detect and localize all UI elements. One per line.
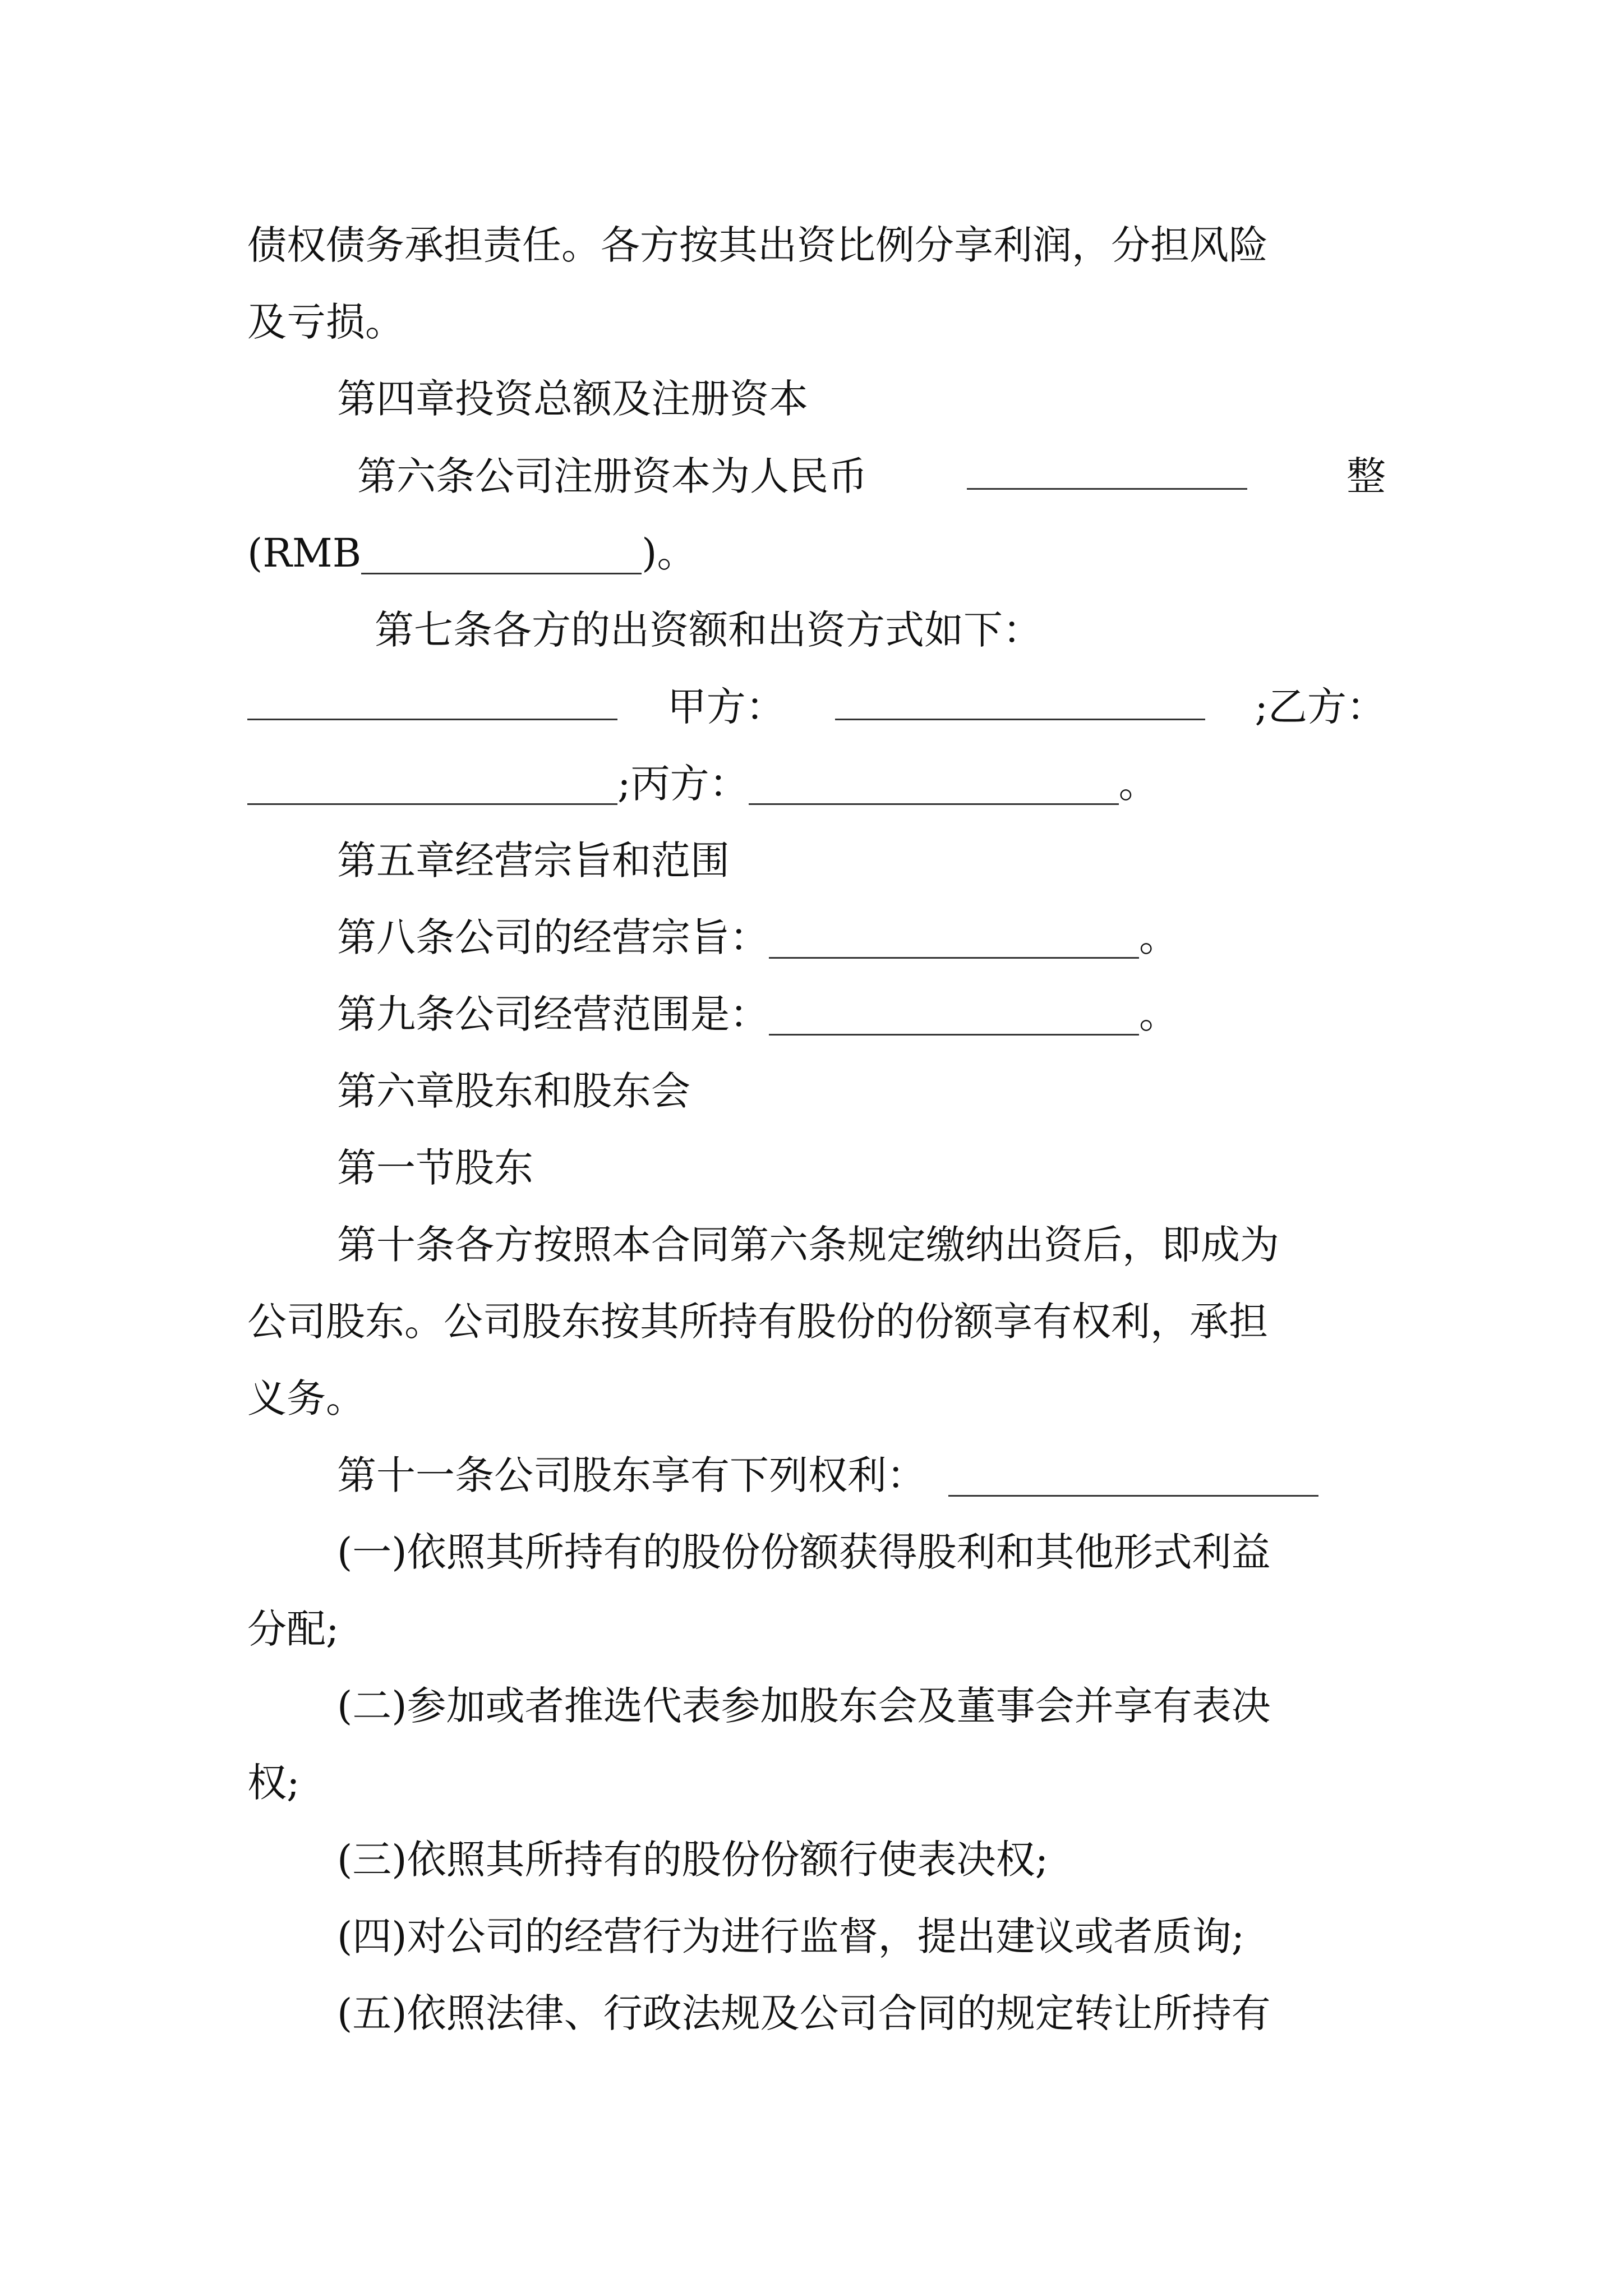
right-2-text-1: (二)参加或者推选代表参加股东会及董事会并享有表决 xyxy=(337,1683,1271,1729)
shareholder-rights-blank[interactable] xyxy=(948,1450,1318,1497)
article-11 xyxy=(337,1437,1386,1514)
rmb-suffix: )。 xyxy=(642,530,697,576)
registered-capital-blank[interactable] xyxy=(967,443,1247,490)
right-5 xyxy=(337,1975,1386,2052)
rmb-amount-blank[interactable] xyxy=(361,528,642,574)
text-line-2: 及亏损。 xyxy=(247,299,404,345)
party-a-blank[interactable] xyxy=(835,674,1205,720)
right-4 xyxy=(337,1898,1386,1975)
business-purpose-blank[interactable] xyxy=(769,912,1139,959)
article-7-end: 。 xyxy=(1118,761,1158,807)
right-2-line-1 xyxy=(337,1667,1386,1745)
article-6-suffix: 整 xyxy=(1347,453,1386,499)
article-9 xyxy=(337,976,1386,1053)
right-3 xyxy=(337,1821,1386,1898)
article-8 xyxy=(337,899,1386,976)
right-5-text: (五)依照法律、行政法规及公司合同的规定转让所持有 xyxy=(337,1990,1271,2036)
chapter-heading-6 xyxy=(337,1052,1386,1130)
chapter-5-title: 第五章经营宗旨和范围 xyxy=(337,838,730,884)
party-b-blank[interactable] xyxy=(247,758,617,805)
right-1-text-1: (一)依照其所持有的股份份额获得股利和其他形式利益 xyxy=(337,1529,1271,1575)
article-8-end: 。 xyxy=(1139,914,1178,960)
party-a-label: 甲方： xyxy=(667,684,785,730)
section-heading-1 xyxy=(337,1129,1386,1207)
article-7-line-2 xyxy=(247,668,1386,746)
article-6-line-2 xyxy=(247,514,1386,592)
right-3-text: (三)依照其所持有的股份份额行使表决权; xyxy=(337,1837,1049,1883)
right-2-line-2 xyxy=(247,1744,1386,1821)
right-1-text-2: 分配; xyxy=(247,1606,339,1652)
right-2-text-2: 权; xyxy=(247,1760,300,1806)
party-c-label: ;丙方： xyxy=(617,761,749,807)
section-1-title: 第一节股东 xyxy=(337,1145,533,1191)
article-10-line-2 xyxy=(247,1283,1386,1360)
party-b-label: ;乙方： xyxy=(1255,684,1386,730)
right-1-line-1 xyxy=(337,1513,1386,1591)
chapter-4-title: 第四章投资总额及注册资本 xyxy=(337,376,808,422)
business-scope-blank[interactable] xyxy=(769,989,1139,1036)
article-6-text: 第六条公司注册资本为人民币 xyxy=(357,453,868,499)
article-10-line-3 xyxy=(247,1360,1386,1437)
right-1-line-2 xyxy=(247,1590,1386,1668)
chapter-6-title: 第六章股东和股东会 xyxy=(337,1068,690,1114)
rmb-prefix: (RMB xyxy=(247,530,362,576)
article-6-line-1 xyxy=(357,438,1386,515)
article-9-end: 。 xyxy=(1139,991,1178,1037)
article-9-text: 第九条公司经营范围是： xyxy=(337,991,769,1037)
article-7-blank[interactable] xyxy=(247,674,617,720)
chapter-heading-5 xyxy=(337,822,1386,899)
article-8-text: 第八条公司的经营宗旨： xyxy=(337,914,769,960)
article-7-line-3 xyxy=(247,745,1386,822)
article-7-line-1 xyxy=(375,591,1386,669)
article-10-text-2: 公司股东。公司股东按其所持有股份的份额享有权利，承担 xyxy=(247,1299,1268,1345)
article-11-text: 第十一条公司股东享有下列权利： xyxy=(337,1452,926,1498)
article-10-text-1: 第十条各方按照本合同第六条规定缴纳出资后，即成为 xyxy=(337,1222,1279,1268)
paragraph-line-2 xyxy=(247,283,1386,361)
right-4-text: (四)对公司的经营行为进行监督，提出建议或者质询; xyxy=(337,1913,1245,1959)
article-10-line-1 xyxy=(337,1206,1386,1283)
article-10-text-3: 义务。 xyxy=(247,1375,365,1421)
chapter-heading-4 xyxy=(337,360,1386,438)
paragraph-line-1 xyxy=(247,206,1386,284)
text-line-1: 债权债务承担责任。各方按其出资比例分享利润，分担风险 xyxy=(247,222,1268,268)
article-7-text: 第七条各方的出资额和出资方式如下： xyxy=(375,607,1042,653)
party-c-blank[interactable] xyxy=(749,758,1119,805)
